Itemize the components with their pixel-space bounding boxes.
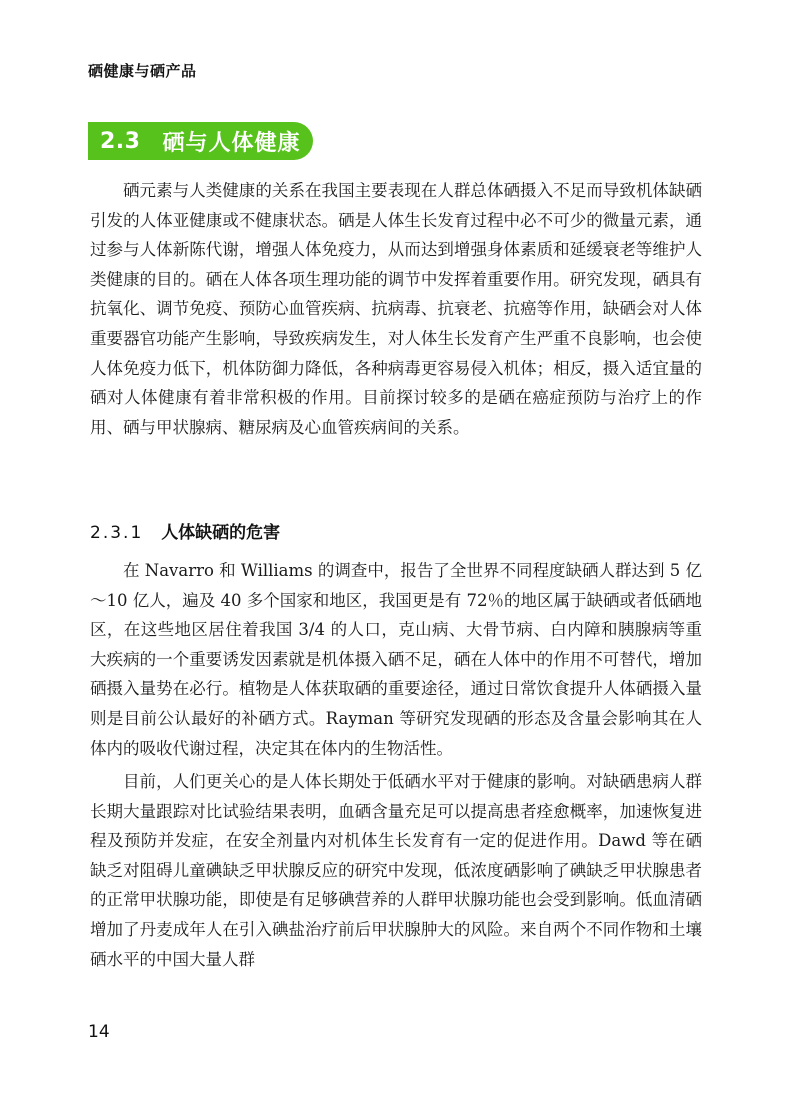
section-heading-banner xyxy=(88,122,313,160)
subsection-paragraph-block-1 xyxy=(90,556,702,763)
page-number: 14 xyxy=(88,1022,110,1042)
body-paragraph: 目前，人们更关心的是人体长期处于低硒水平对于健康的影响。对缺硒患病人群长期大量跟踪对比试验结果表明，血硒含量充足可以提高患者痊愈概率，加速恢复进程及预防并发症，在安全剂量内对机体生长发育有一定的促进作用。Dawd 等在硒缺乏对阻碍儿童碘缺乏甲状腺反应的研究中发现，低浓度硒影响了碘缺乏甲状腺患者的正常甲状腺功能，即使是有足够碘营养的人群甲状腺功能也会受到影响。低血清硒增加了丹麦成年人在引入碘盐治疗前后甲状腺肿大的风险。来自两个不同作物和土壤硒水平的中国大量人群 xyxy=(90,772,702,969)
section-intro-paragraph: 硒元素与人类健康的关系在我国主要表现在人群总体硒摄入不足而导致机体缺硒引发的人体亚健康或不健康状态。硒是人体生长发育过程中必不可少的微量元素，通过参与人体新陈代谢，增强人体免疫力，从而达到增强身体素质和延缓衰老等维护人类健康的目的。硒在人体各项生理功能的调节中发挥着重要作用。研究发现，硒具有抗氧化、调节免疫、预防心血管疾病、抗病毒、抗衰老、抗癌等作用，缺硒会对人体重要器官功能产生影响，导致疾病发生，对人体生长发育产生严重不良影响，也会使人体免疫力低下，机体防御力降低，各种病毒更容易侵入机体；相反，摄入适宜量的硒对人体健康有着非常积极的作用。目前探讨较多的是硒在癌症预防与治疗上的作用、硒与甲状腺病、糖尿病及心血管疾病间的关系。 xyxy=(90,181,702,437)
body-paragraph: 在 Navarro 和 Williams 的调查中，报告了全世界不同程度缺硒人群达到 5 亿～10 亿人，遍及 40 多个国家和地区，我国更是有 72％的地区属于缺硒或者低硒地区，在这些地区居住着我国 3/4 的人口，克山病、大骨节病、白内障和胰腺病等重大疾病的一个重要诱发因素就是机体摄入硒不足，硒在人体中的作用不可替代，增加硒摄入量势在必行。植物是人体获取硒的重要途径，通过日常饮食提升人体硒摄入量则是目前公认最好的补硒方式。Rayman 等研究发现硒的形态及含量会影响其在人体内的吸收代谢过程，决定其在体内的生物活性。 xyxy=(90,561,702,758)
running-header: 硒健康与硒产品 xyxy=(88,62,197,80)
section-intro-block xyxy=(90,176,702,442)
section-number: 2.3 xyxy=(100,128,141,154)
section-title: 硒与人体健康 xyxy=(162,130,301,156)
subsection-number: 2.3.1 xyxy=(90,523,144,543)
subsection-paragraph-block-2 xyxy=(90,767,702,974)
subsection-title: 人体缺硒的危害 xyxy=(161,523,281,543)
subsection-heading xyxy=(90,518,280,543)
